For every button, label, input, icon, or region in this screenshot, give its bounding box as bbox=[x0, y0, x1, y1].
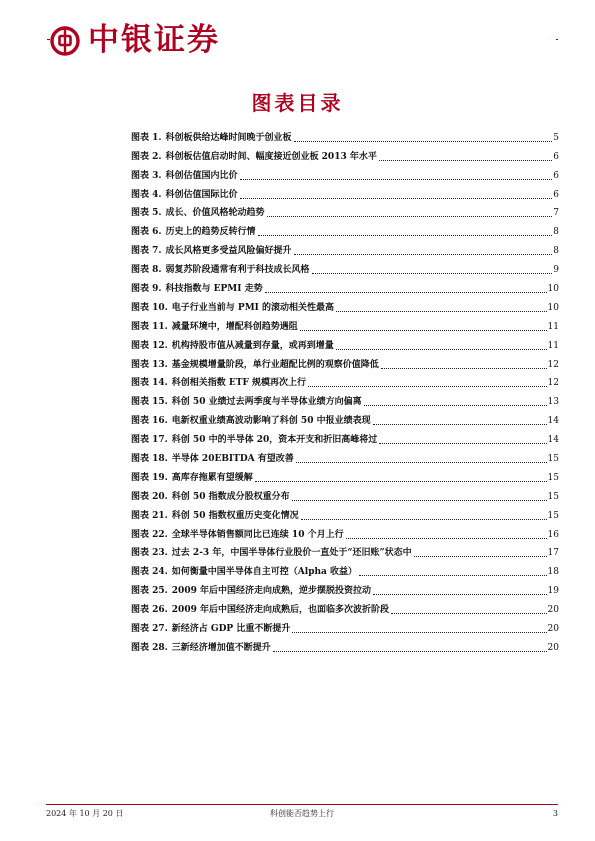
toc-dot-leader bbox=[240, 198, 553, 199]
toc-dot-leader bbox=[346, 538, 547, 539]
toc-dot-leader bbox=[267, 216, 553, 217]
toc-entry[interactable] bbox=[131, 314, 559, 333]
toc-dot-leader bbox=[336, 311, 547, 312]
toc-entry-title: 2009 年后中国经济走向成熟后，也面临多次波折阶段 bbox=[171, 605, 389, 616]
toc-entry-label: 图表 13. bbox=[131, 359, 168, 370]
toc-entry[interactable] bbox=[131, 238, 559, 257]
footer-page-number: 3 bbox=[552, 809, 558, 818]
toc-entry-page: 6 bbox=[553, 151, 559, 162]
toc-entry-title: 高库存拖累有望缓解 bbox=[171, 472, 253, 483]
toc-entry-page: 5 bbox=[553, 132, 559, 143]
toc-entry-page: 12 bbox=[547, 359, 559, 370]
toc-entry[interactable] bbox=[131, 597, 559, 616]
toc-entry-title: 成长、价值风格轮动趋势 bbox=[165, 208, 265, 219]
toc-entry-title: 历史上的趋势反转行情 bbox=[165, 227, 256, 238]
toc-entry-title: 成长风格更多受益风险偏好提升 bbox=[165, 246, 292, 257]
toc-dot-leader bbox=[294, 254, 553, 255]
toc-entry-title: 基金规模增量阶段，单行业超配比例的观察价值降低 bbox=[171, 359, 379, 370]
toc-entry[interactable] bbox=[131, 333, 559, 352]
toc-dot-leader bbox=[381, 368, 547, 369]
toc-dot-leader bbox=[336, 349, 547, 350]
toc-entry-title: 过去 2-3 年，中国半导体行业股价一直处于“还旧账”状态中 bbox=[171, 548, 412, 559]
toc-entry-page: 10 bbox=[547, 284, 559, 295]
toc-entry-label: 图表 3. bbox=[131, 170, 162, 181]
toc-entry[interactable] bbox=[131, 446, 559, 465]
toc-entry-label: 图表 6. bbox=[131, 227, 162, 238]
toc-entry-page: 15 bbox=[547, 510, 559, 521]
toc-dot-leader bbox=[379, 443, 546, 444]
toc-entry[interactable] bbox=[131, 352, 559, 371]
toc-entry-page: 18 bbox=[547, 567, 559, 578]
toc-entry-page: 6 bbox=[553, 170, 559, 181]
toc-dot-leader bbox=[300, 330, 547, 331]
toc-entry-page: 9 bbox=[553, 265, 559, 276]
toc-entry-title: 科创板供给达峰时间晚于创业板 bbox=[165, 132, 292, 143]
toc-entry-label: 图表 24. bbox=[131, 567, 168, 578]
toc-entry-page: 11 bbox=[547, 321, 559, 332]
toc-entry-page: 20 bbox=[547, 605, 559, 616]
toc-dot-leader bbox=[391, 613, 547, 614]
page-header bbox=[0, 0, 595, 72]
toc-entry-title: 减量环境中，增配科创趋势遇阻 bbox=[171, 321, 298, 332]
toc-dot-leader bbox=[258, 235, 553, 236]
footer-rule bbox=[46, 804, 558, 805]
toc-entry-label: 图表 22. bbox=[131, 529, 168, 540]
toc-entry-page: 11 bbox=[547, 340, 559, 351]
toc-entry-label: 图表 16. bbox=[131, 416, 168, 427]
toc-entry[interactable] bbox=[131, 559, 559, 578]
toc-entry[interactable] bbox=[131, 503, 559, 522]
toc-entry-label: 图表 14. bbox=[131, 378, 168, 389]
toc-entry-label: 图表 2. bbox=[131, 151, 162, 162]
toc-entry[interactable] bbox=[131, 371, 559, 390]
toc-entry-label: 图表 23. bbox=[131, 548, 168, 559]
toc-entry-page: 13 bbox=[547, 397, 559, 408]
toc-entry-title: 半导体 20EBITDA 有望改善 bbox=[171, 454, 294, 465]
toc-dot-leader bbox=[373, 594, 547, 595]
toc-dot-leader bbox=[292, 632, 546, 633]
toc-entry-page: 7 bbox=[553, 208, 559, 219]
toc-entry-page: 17 bbox=[547, 548, 559, 559]
toc-entry-title: 科创 50 指数权重历史变化情况 bbox=[171, 510, 299, 521]
toc-entry[interactable] bbox=[131, 541, 559, 560]
toc-entry-label: 图表 20. bbox=[131, 491, 168, 502]
toc-entry-page: 6 bbox=[553, 189, 559, 200]
toc-dot-leader bbox=[312, 273, 553, 274]
toc-entry-title: 全球半导体销售额同比已连续 10 个月上行 bbox=[171, 529, 344, 540]
toc-entry-title: 如何衡量中国半导体自主可控（Alpha 收益） bbox=[171, 567, 358, 578]
toc-entry-title: 科技指数与 EPMI 走势 bbox=[165, 284, 263, 295]
toc-entry-label: 图表 28. bbox=[131, 642, 168, 653]
toc-entry[interactable] bbox=[131, 427, 559, 446]
toc-title: 图表目录 bbox=[251, 91, 344, 115]
toc-entry[interactable] bbox=[131, 201, 559, 220]
footer-date: 2024 年 10 月 20 日 bbox=[46, 809, 124, 818]
toc-entry[interactable] bbox=[131, 522, 559, 541]
toc-entry[interactable] bbox=[131, 578, 559, 597]
toc-entry-title: 科创 50 指数成分股权重分布 bbox=[171, 491, 290, 502]
toc-entry-label: 图表 7. bbox=[131, 246, 162, 257]
toc-entry[interactable] bbox=[131, 144, 559, 163]
toc-entry-title: 科创 50 中的半导体 20，资本开支和折旧高峰将过 bbox=[171, 435, 378, 446]
toc-entry-page: 20 bbox=[547, 624, 559, 635]
brand-name: 中银证券 bbox=[88, 22, 220, 58]
toc-entry-title: 科创估值国内比价 bbox=[165, 170, 238, 181]
toc-entry[interactable] bbox=[131, 163, 559, 182]
toc-entry-title: 弱复苏阶段通常有利于科技成长风格 bbox=[165, 265, 310, 276]
toc-entry-page: 15 bbox=[547, 491, 559, 502]
toc-dot-leader bbox=[296, 462, 547, 463]
toc-entry-title: 科创板估值启动时间、幅度接近创业板 2013 年水平 bbox=[165, 151, 377, 162]
toc-entry-title: 科创相关指数 ETF 规模再次上行 bbox=[171, 378, 307, 389]
toc-entry[interactable] bbox=[131, 484, 559, 503]
toc-entry-page: 15 bbox=[547, 472, 559, 483]
toc-entry-label: 图表 12. bbox=[131, 340, 168, 351]
toc-entry-title: 电子行业当前与 PMI 的滚动相关性最高 bbox=[171, 302, 335, 313]
toc-dot-leader bbox=[273, 651, 547, 652]
toc-entry[interactable] bbox=[131, 219, 559, 238]
toc-dot-leader bbox=[301, 519, 547, 520]
toc-entry[interactable] bbox=[131, 389, 559, 408]
toc-entry[interactable] bbox=[131, 182, 559, 201]
toc-entry[interactable] bbox=[131, 276, 559, 295]
toc-entry-page: 20 bbox=[547, 642, 559, 653]
toc-dot-leader bbox=[364, 405, 547, 406]
toc-entry-page: 10 bbox=[547, 302, 559, 313]
toc-entry-page: 16 bbox=[547, 529, 559, 540]
toc-entry-label: 图表 26. bbox=[131, 605, 168, 616]
toc-dot-leader bbox=[308, 386, 547, 387]
toc-entry-page: 14 bbox=[547, 435, 559, 446]
toc-entry-title: 2009 年后中国经济走向成熟，逆步摆脱投资拉动 bbox=[171, 586, 371, 597]
toc-dot-leader bbox=[240, 179, 553, 180]
header-mark-right bbox=[556, 39, 558, 40]
toc-entry-label: 图表 17. bbox=[131, 435, 168, 446]
toc-entry-label: 图表 11. bbox=[131, 321, 168, 332]
page-footer bbox=[46, 807, 558, 821]
toc-dot-leader bbox=[359, 575, 547, 576]
toc-entry-page: 8 bbox=[553, 246, 559, 257]
toc-entry[interactable] bbox=[131, 465, 559, 484]
toc-entry-title: 三新经济增加值不断提升 bbox=[171, 642, 271, 653]
toc-entry-title: 电新权重业绩高波动影响了科创 50 中报业绩表现 bbox=[171, 416, 371, 427]
toc-entry-label: 图表 19. bbox=[131, 472, 168, 483]
toc-entry-title: 机构持股市值从减量到存量，或再到增量 bbox=[171, 340, 334, 351]
toc-entry-page: 12 bbox=[547, 378, 559, 389]
toc-dot-leader bbox=[379, 160, 552, 161]
toc-entry-label: 图表 4. bbox=[131, 189, 162, 200]
bank-of-china-logo-icon bbox=[50, 26, 80, 56]
toc-entry-label: 图表 5. bbox=[131, 208, 162, 219]
toc-entry-title: 科创估值国际比价 bbox=[165, 189, 238, 200]
toc-entry-label: 图表 21. bbox=[131, 510, 168, 521]
toc-entry-page: 14 bbox=[547, 416, 559, 427]
toc-entry[interactable] bbox=[131, 635, 559, 654]
toc-list bbox=[131, 125, 559, 654]
toc-dot-leader bbox=[255, 481, 547, 482]
toc-entry-label: 图表 8. bbox=[131, 265, 162, 276]
toc-entry[interactable] bbox=[131, 257, 559, 276]
toc-entry-label: 图表 25. bbox=[131, 586, 168, 597]
footer-report-title: 科创能否趋势上行 bbox=[270, 809, 334, 818]
toc-entry[interactable] bbox=[131, 408, 559, 427]
toc-entry-label: 图表 1. bbox=[131, 132, 162, 143]
toc-entry-page: 15 bbox=[547, 454, 559, 465]
toc-entry-label: 图表 10. bbox=[131, 302, 168, 313]
toc-entry[interactable] bbox=[131, 125, 559, 144]
toc-entry[interactable] bbox=[131, 616, 559, 635]
toc-entry-label: 图表 18. bbox=[131, 454, 168, 465]
toc-dot-leader bbox=[373, 424, 547, 425]
toc-entry-label: 图表 27. bbox=[131, 624, 168, 635]
toc-entry-page: 8 bbox=[553, 227, 559, 238]
toc-dot-leader bbox=[292, 500, 547, 501]
toc-entry-page: 19 bbox=[547, 586, 559, 597]
toc-entry[interactable] bbox=[131, 295, 559, 314]
toc-dot-leader bbox=[294, 141, 553, 142]
toc-entry-label: 图表 9. bbox=[131, 284, 162, 295]
toc-dot-leader bbox=[414, 556, 547, 557]
toc-entry-title: 新经济占 GDP 比重不断提升 bbox=[171, 624, 291, 635]
toc-dot-leader bbox=[265, 292, 547, 293]
toc-entry-title: 科创 50 业绩过去两季度与半导体业绩方向偏离 bbox=[171, 397, 362, 408]
toc-entry-label: 图表 15. bbox=[131, 397, 168, 408]
